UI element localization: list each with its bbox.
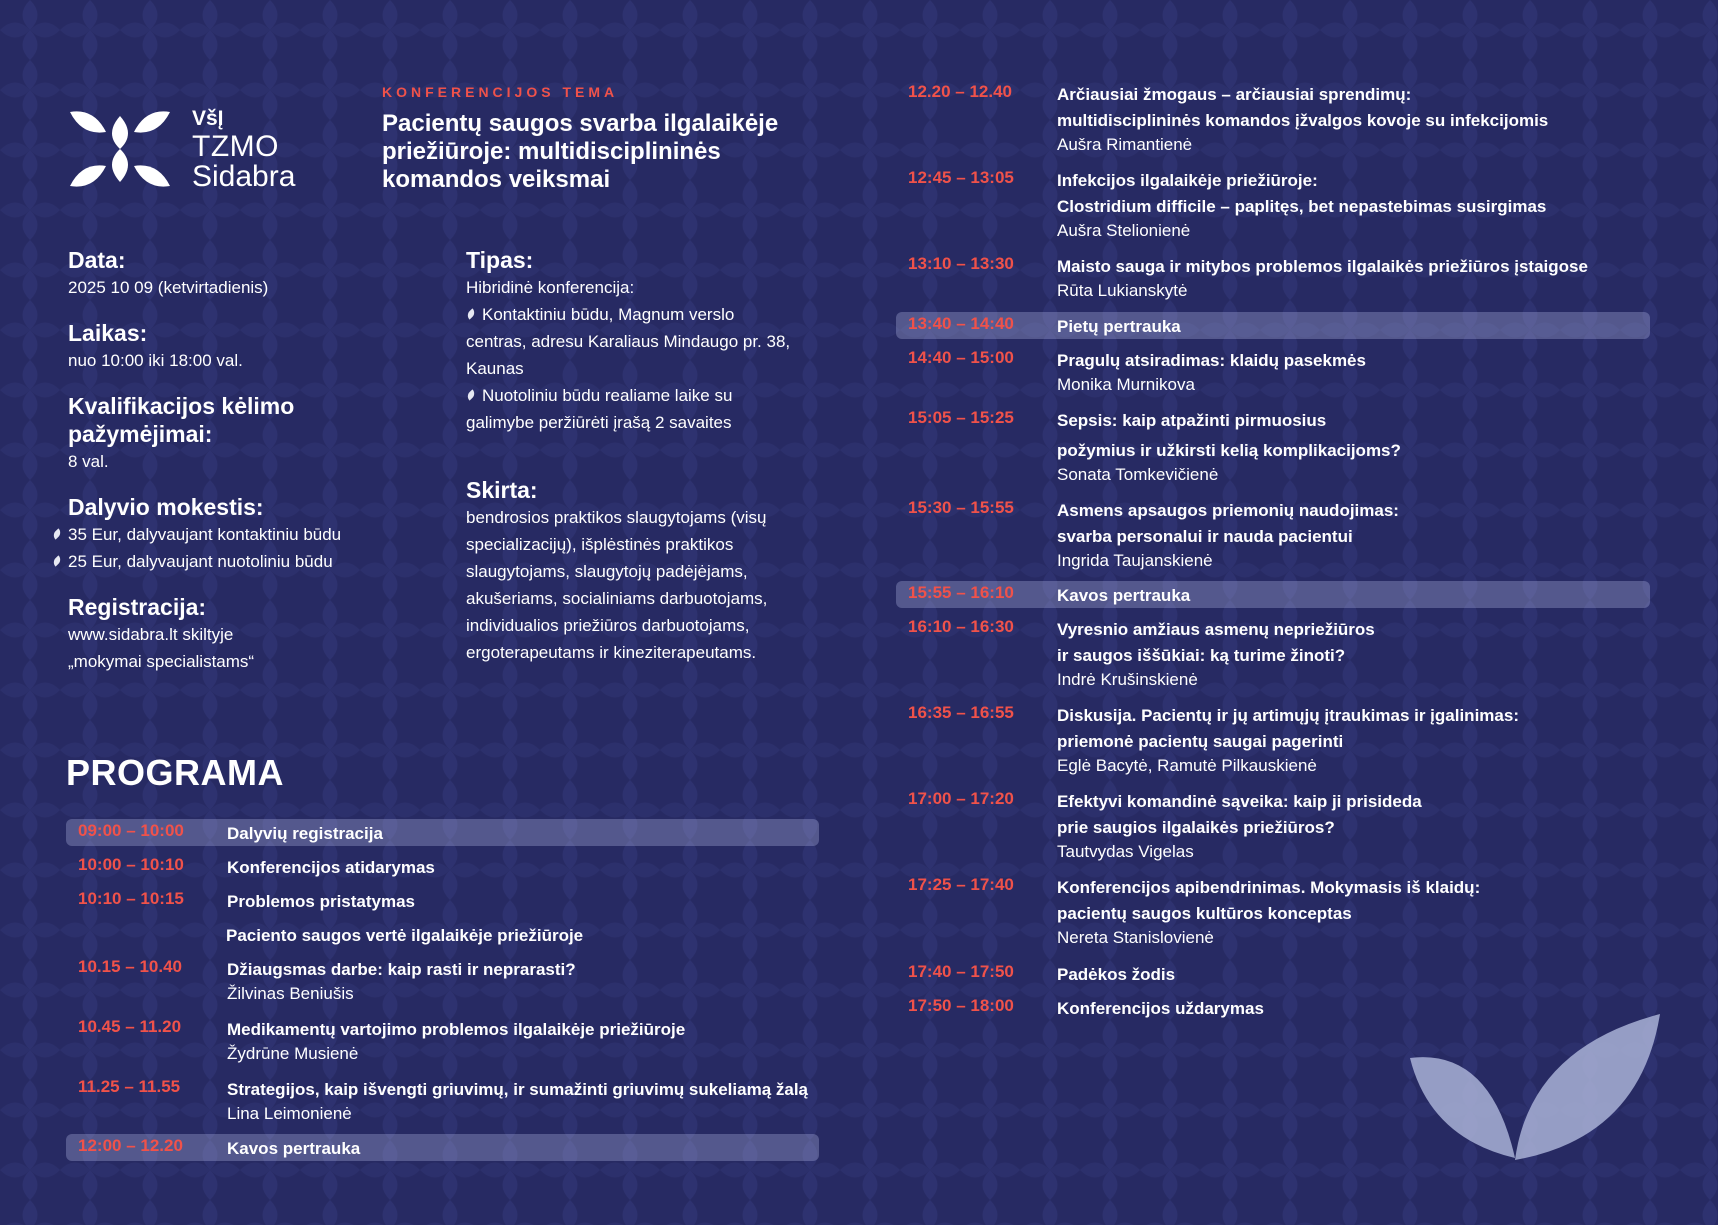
leaf-bullet-icon [465,389,476,400]
audience-line: slaugytojams, slaugytojų padėjėjams, [466,562,748,581]
program-title: Sepsis: kaip atpažinti pirmuosius [1057,411,1327,430]
program-title: Arčiausiai žmogaus – arčiausiai sprendimų: [1057,85,1412,104]
program-title: svarba personalui ir nauda pacientui [1057,527,1353,546]
program-speaker: Lina Leimonienė [227,1104,352,1123]
program-time: 10.15 – 10.40 [78,957,182,976]
program-title: Kavos pertrauka [227,1139,361,1158]
program-title: Clostridium difficile – paplitęs, bet nepastebimas susirgimas [1057,197,1547,216]
program-speaker: Aušra Rimantienė [1057,135,1193,154]
type-intro: Hibridinė konferencija: [466,278,635,297]
program-title: priemonė pacientų saugai pagerinti [1057,732,1344,751]
program-time: 12.20 – 12.40 [908,82,1012,101]
type-item [466,301,826,328]
program-title: Asmens apsaugos priemonių naudojimas: [1057,501,1399,520]
program-title: multidisciplininės komandos įžvalgos kovoje su infekcijomis [1057,111,1549,130]
type-item [466,382,826,409]
program-time: 12:00 – 12.20 [78,1136,183,1155]
program-title: ir saugos iššūkiai: ką turime žinoti? [1057,646,1346,665]
program-title: Padėkos žodis [1057,965,1176,984]
program-time: 16:10 – 16:30 [908,617,1014,636]
audience-heading: Skirta: [466,477,538,503]
decorative-leaves-icon [1400,1008,1670,1168]
program-speaker: Eglė Bacytė, Ramutė Pilkauskienė [1057,756,1317,775]
program-title: Dalyvių registracija [227,824,383,843]
type-item-line: galimybe peržiūrėti įrašą 2 savaites [466,413,732,432]
type-item-line: Kontaktiniu būdu, Magnum verslo [482,305,735,324]
program-title: Diskusija. Pacientų ir jų artimųjų įtraukimas ir įgalinimas: [1057,706,1519,725]
program-title: Maisto sauga ir mitybos problemos ilgalaikės priežiūros įstaigose [1057,257,1588,276]
program-title: Konferencijos atidarymas [227,858,435,877]
info-left-column [68,246,408,675]
program-time: 12:45 – 13:05 [908,168,1014,187]
program-time: 13:10 – 13:30 [908,254,1014,273]
program-title: Infekcijos ilgalaikėje priežiūroje: [1057,171,1318,190]
fee-item-text: 35 Eur, dalyvaujant kontaktiniu būdu [68,525,342,544]
fee-item-text: 25 Eur, dalyvaujant nuotoliniu būdu [68,552,333,571]
type-heading: Tipas: [466,247,534,273]
qualification-value: 8 val. [68,452,109,471]
date-heading: Data: [68,247,126,273]
program-time: 10:00 – 10:10 [78,855,184,874]
leaf-bullet-icon [51,555,62,566]
program-title: Konferencijos uždarymas [1057,999,1264,1018]
program-time: 16:35 – 16:55 [908,703,1014,722]
program-speaker: Aušra Stelionienė [1057,221,1191,240]
program-speaker: Rūta Lukianskytė [1057,281,1188,300]
program-time: 09:00 – 10:00 [78,821,184,840]
audience-line: bendrosios praktikos slaugytojams (visų [466,508,767,527]
time-heading: Laikas: [68,320,148,346]
logo-vsj: VšĮ [192,107,224,130]
topic-title-line: priežiūroje: multidisciplininės [382,138,721,165]
info-right-column [466,246,826,666]
program-speaker: Indrė Krušinskienė [1057,670,1198,689]
program-time: 15:55 – 16:10 [908,583,1014,602]
program-title: Paciento saugos vertė ilgalaikėje priežiūroje [226,926,584,945]
fee-item [52,548,408,575]
registration-line: www.sidabra.lt skiltyje [68,625,234,644]
fee-item [52,521,408,548]
program-title: požymius ir užkirsti kelią komplikacijoms? [1057,441,1401,460]
leaf-bullet-icon [465,308,476,319]
program-speaker: Tautvydas Vigelas [1057,842,1194,861]
logo [66,106,326,194]
fee-heading: Dalyvio mokestis: [68,494,264,520]
logo-tzmo: TZMO [192,130,279,163]
program-title: Efektyvi komandinė sąveika: kaip ji prisideda [1057,792,1422,811]
program-speaker: Monika Murnikova [1057,375,1195,394]
program-title: Pietų pertrauka [1057,317,1181,336]
program-heading: PROGRAMA [66,752,284,793]
leaf-bullet-icon [51,528,62,539]
audience-line: ergoterapeutams ir kineziterapeutams. [466,643,757,662]
program-title: Konferencijos apibendrinimas. Mokymasis iš klaidų: [1057,878,1481,897]
program-time: 11.25 – 11.55 [78,1077,181,1096]
program-title: Problemos pristatymas [227,892,416,911]
qualification-heading-line: pažymėjimai: [68,421,213,447]
audience-line: individualios priežiūros darbuotojams, [466,616,750,635]
topic-title [382,110,822,194]
topic-label: KONFERENCIJOS TEMA [382,84,619,100]
program-title: Džiaugsmas darbe: kaip rasti ir neprarasti? [227,960,576,979]
topic-title-line: komandos veiksmai [382,166,611,193]
topic-title-line: Pacientų saugos svarba ilgalaikėje [382,110,779,137]
qualification-heading [68,392,408,448]
program-time: 15:05 – 15:25 [908,408,1014,427]
date-value: 2025 10 09 (ketvirtadienis) [68,278,269,297]
program-time: 14:40 – 15:00 [908,348,1014,367]
logo-leaves-icon [66,106,174,192]
program-time: 17:00 – 17:20 [908,789,1014,808]
program-time: 15:30 – 15:55 [908,498,1014,517]
type-item-line: Nuotoliniu būdu realiame laike su [482,386,733,405]
program-time: 10.45 – 11.20 [78,1017,182,1036]
program-speaker: Žilvinas Beniušis [227,984,354,1003]
program-title: Pragulų atsiradimas: klaidų pasekmės [1057,351,1366,370]
program-title: pacientų saugos kultūros konceptas [1057,904,1352,923]
program-speaker: Nereta Stanislovienė [1057,928,1214,947]
logo-sidabra: Sidabra [192,160,296,193]
registration-heading: Registracija: [68,594,207,620]
program-title: prie saugios ilgalaikės priežiūros? [1057,818,1335,837]
audience-line: specializacijų), išplėstinės praktikos [466,535,734,554]
program-speaker: Sonata Tomkevičienė [1057,465,1219,484]
program-time: 13:40 – 14:40 [908,314,1014,333]
program-title: Strategijos, kaip išvengti griuvimų, ir sumažinti griuvimų sukeliamą žalą [227,1080,809,1099]
time-value: nuo 10:00 iki 18:00 val. [68,351,243,370]
program-time: 17:40 – 17:50 [908,962,1014,981]
qualification-heading-line: Kvalifikacijos kėlimo [68,393,295,419]
program-time: 10:10 – 10:15 [78,889,184,908]
program-time: 17:25 – 17:40 [908,875,1014,894]
program-title: Vyresnio amžiaus asmenų nepriežiūros [1057,620,1375,639]
audience-line: akušeriams, socialiniams darbuotojams, [466,589,768,608]
program-title: Kavos pertrauka [1057,586,1191,605]
program-time: 17:50 – 18:00 [908,996,1014,1015]
type-item-line: centras, adresu Karaliaus Mindaugo pr. 38, [466,332,791,351]
type-item-line: Kaunas [466,359,524,378]
program-speaker: Žydrūne Musienė [227,1044,359,1063]
registration-line: „mokymai specialistams“ [68,652,255,671]
program-title: Medikamentų vartojimo problemos ilgalaikėje priežiūroje [227,1020,686,1039]
program-speaker: Ingrida Taujanskienė [1057,551,1213,570]
